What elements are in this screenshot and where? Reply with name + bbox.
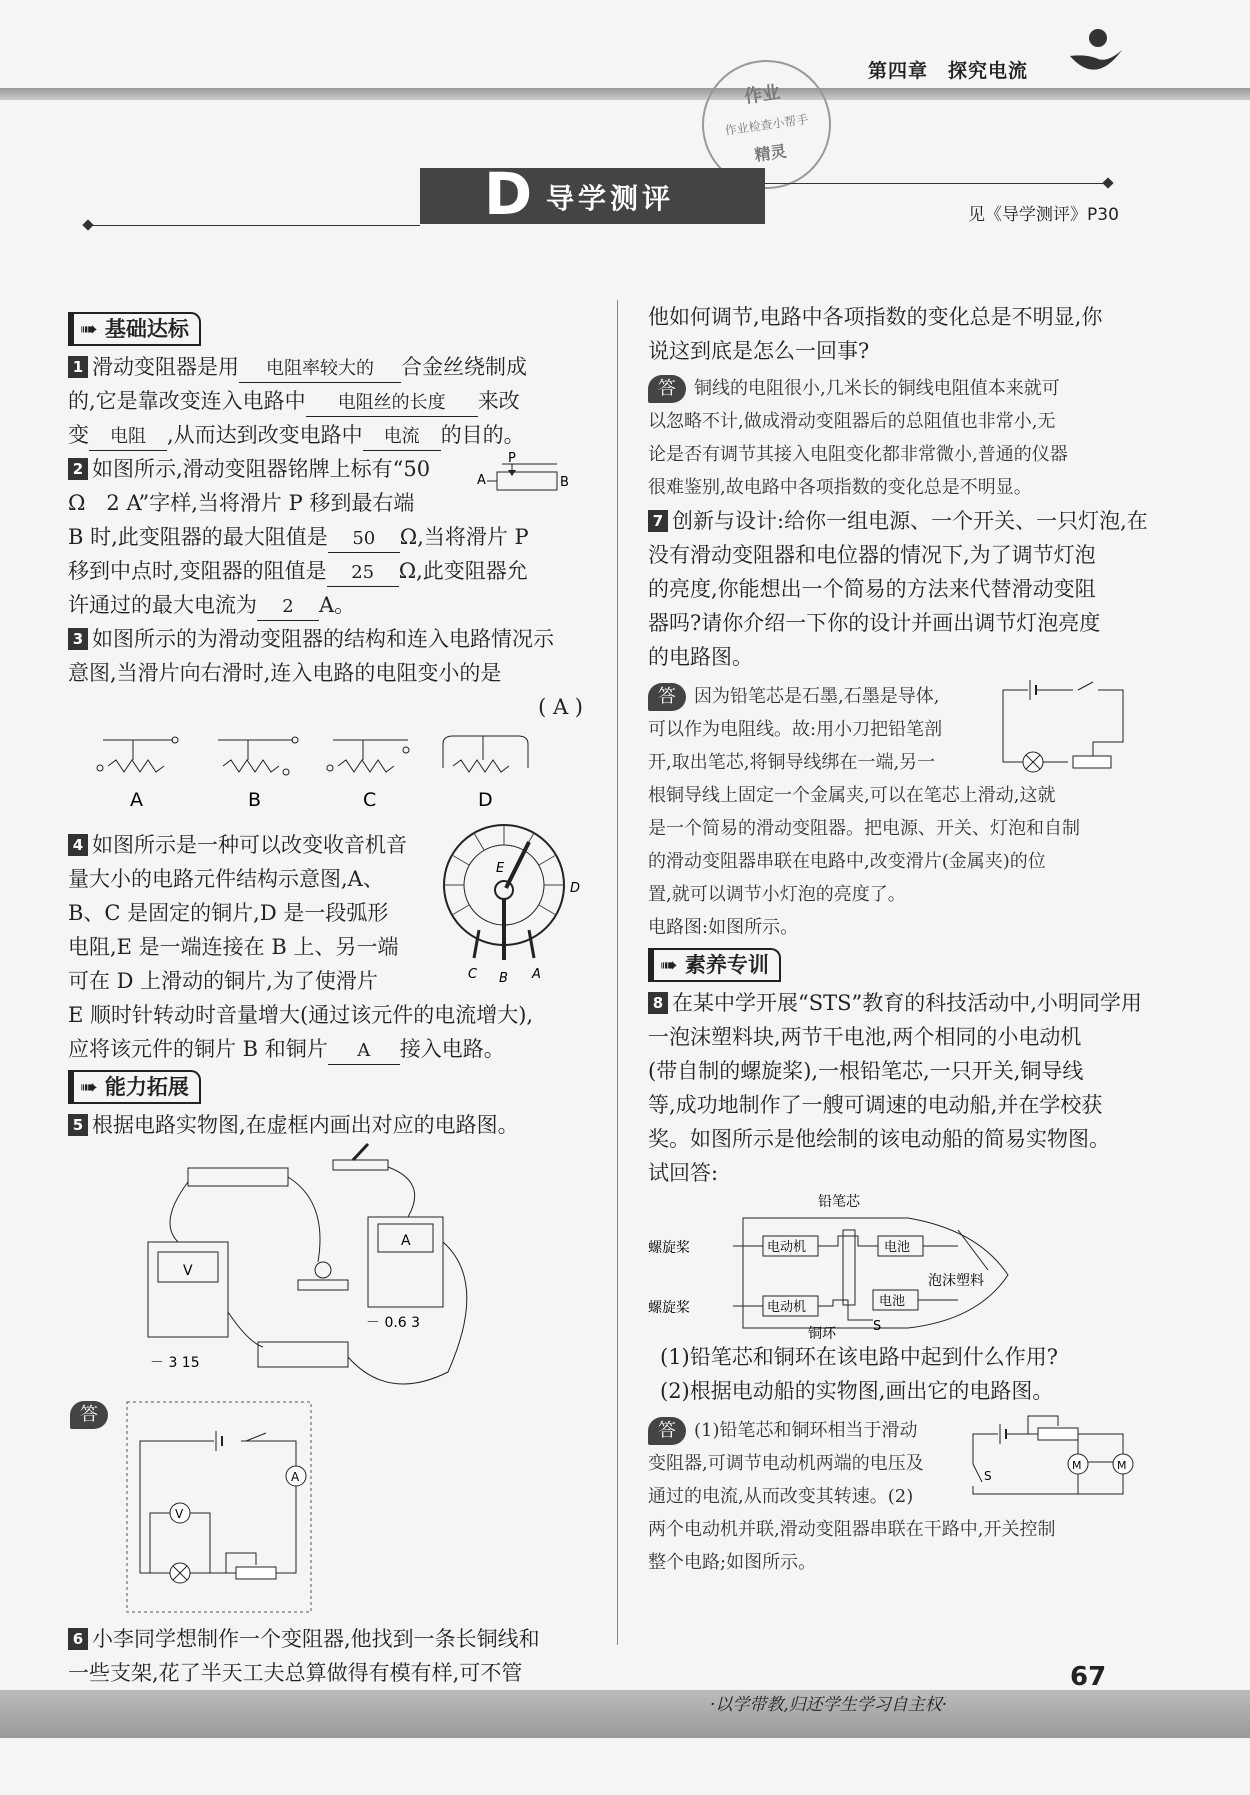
question-5 [68, 1108, 583, 1622]
q3-text: 意图,当滑片向右滑时,连入电路的电阻变小的是 [68, 661, 502, 685]
question-6 [68, 1622, 583, 1690]
question-8 [648, 986, 1193, 1408]
q4-number: 4 [68, 834, 88, 856]
boat-label-motor-2: 电动机 [767, 1300, 807, 1315]
q2-answer-1: 50 [328, 526, 400, 553]
q2-text: 如图所示,滑动变阻器铭牌上标有“50 [92, 457, 431, 481]
q4-text: 电阻,E 是一端连接在 B 上、另一端 [68, 935, 399, 959]
q7-answer-circuit [998, 680, 1138, 775]
ammeter-label: A [401, 1233, 411, 1249]
q2-text: Ω,当将滑片 P [399, 525, 529, 549]
q1-answer-2: 电阻丝的长度 [306, 390, 478, 417]
q6-answer-text: 铜线的电阻很小,几米长的铜线电阻值本来就可 [694, 378, 1060, 399]
q4-text: 如图所示是一种可以改变收音机音 [92, 833, 407, 857]
voltmeter-scale: － 3 15 [150, 1355, 200, 1371]
section-ability: ➠ 能力拓展 [68, 1070, 201, 1104]
footer-bar [0, 1690, 1250, 1738]
q2-text: A。 [319, 593, 356, 617]
ammeter-scale: － 0.6 3 [366, 1315, 421, 1331]
stamp-mid: 作业检查小帮手 [723, 112, 810, 138]
q4-text: 可在 D 上滑动的铜片,为了使滑片 [68, 969, 378, 993]
q7-text: 创新与设计:给你一组电源、一个开关、一只灯泡,在 [672, 509, 1148, 533]
boat-label-pencil: 铅笔芯 [818, 1194, 860, 1210]
knob-label-e: E [496, 861, 505, 876]
question-4 [68, 828, 583, 1066]
bulb [315, 1262, 331, 1278]
q5-answer-area [68, 1397, 583, 1622]
q8-sub-1: (1)铅笔芯和铜环在该电路中起到什么作用? [660, 1345, 1059, 1369]
q2-text: 移到中点时,变阻器的阻值是 [68, 559, 327, 583]
stamp-bot: 精灵 [753, 141, 788, 165]
q8-text: 在某中学开展“STS”教育的科技活动中,小明同学用 [672, 991, 1142, 1015]
q8-text: 等,成功地制作了一艘可调速的电动船,并在学校获 [648, 1093, 1103, 1117]
switch [333, 1160, 388, 1170]
q8-answer-circuit [968, 1414, 1148, 1504]
q1-answer-1: 电阻率较大的 [239, 356, 401, 383]
q4-text: 量大小的电路元件结构示意图,A、 [68, 867, 384, 891]
banner-title: 导学测评 [546, 182, 675, 215]
boat-label-ring: 铜环 [808, 1326, 836, 1340]
q6-answer-text: 以忽略不计,做成滑动变阻器后的总阻值也非常小,无 [648, 411, 1056, 432]
rheostat [258, 1342, 348, 1367]
q7-answer-text: 置,就可以调节小灯泡的亮度了。 [648, 884, 906, 905]
q8-answer-text: 整个电路;如图所示。 [648, 1552, 817, 1573]
q3-number: 3 [68, 628, 88, 650]
banner-rule-left [90, 225, 420, 226]
answer-icon: 答 [648, 375, 686, 403]
fig-label-a: A [477, 473, 486, 488]
q1-text: 的目的。 [440, 423, 525, 447]
q5-text: 根据电路实物图,在虚框内画出对应的电路图。 [92, 1113, 519, 1137]
knob-label-d: D [570, 881, 581, 896]
q3-options-figure [68, 724, 583, 814]
answer-icon: 答 [648, 1417, 686, 1445]
boat-label-prop-1: 螺旋桨 [648, 1240, 690, 1256]
q7-number: 7 [648, 510, 668, 532]
q8-answer-text: 两个电动机并联,滑动变阻器串联在干路中,开关控制 [648, 1519, 1056, 1540]
q1-text: ,从而达到改变电路中 [167, 423, 363, 447]
q7-answer-text: 开,取出笔芯,将铜导线绑在一端,另一 [648, 752, 936, 773]
q2-answer-3: 2 [257, 594, 319, 621]
ammeter [368, 1217, 443, 1307]
section-literacy: ➠ 素养专训 [648, 948, 781, 982]
banner-rule-right [765, 183, 1110, 184]
q5-answer-circuit [126, 1401, 312, 1613]
q8-number: 8 [648, 992, 668, 1014]
answer-voltmeter-label: V [175, 1507, 184, 1521]
question-3 [68, 622, 583, 824]
reference-note: 见《导学测评》P30 [968, 205, 1119, 225]
boat-label-switch: S [873, 1319, 882, 1334]
q7-answer-text: 是一个简易的滑动变阻器。把电源、开关、灯泡和自制 [648, 818, 1080, 839]
section-basic: ➠ 基础达标 [68, 312, 201, 346]
q8-text: (带自制的螺旋桨),一根铅笔芯,一只开关,铜导线 [648, 1059, 1084, 1083]
option-a-diagram [97, 737, 178, 772]
q1-text: 来改 [477, 389, 520, 413]
volume-knob-figure [434, 820, 584, 988]
stamp-top: 作业 [743, 81, 782, 108]
column-divider [617, 300, 618, 1645]
section-banner [420, 160, 765, 228]
physical-circuit-figure [68, 1142, 583, 1397]
q6-answer-text: 很难鉴别,故电路中各项指数的变化总是不明显。 [648, 477, 1032, 498]
q6-number: 6 [68, 1628, 88, 1650]
answer-motor-1: M [1072, 1459, 1082, 1472]
q7-text: 的电路图。 [648, 645, 753, 669]
banner-letter: D [484, 160, 533, 228]
battery-pack [188, 1168, 288, 1186]
boat-label-prop-2: 螺旋桨 [648, 1300, 690, 1316]
q8-sub-2: (2)根据电动船的实物图,画出它的电路图。 [660, 1379, 1054, 1403]
reader-logo-icon [1066, 26, 1126, 90]
q7-text: 没有滑动变阻器和电位器的情况下,为了调节灯泡 [648, 543, 1096, 567]
option-a-label: A [130, 789, 143, 811]
chapter-title: 第四章 探究电流 [868, 60, 1029, 82]
q7-answer [648, 680, 1193, 944]
answer-ammeter-label: A [291, 1470, 300, 1484]
q7-text: 的亮度,你能想出一个简易的方法来代替滑动变阻 [648, 577, 1096, 601]
question-2 [68, 452, 583, 622]
boat-label-battery-2: 电池 [879, 1294, 906, 1309]
right-column [648, 300, 1193, 1579]
q3-answer: ( A ) [538, 695, 583, 719]
q6-text: 他如何调节,电路中各项指数的变化总是不明显,你 [648, 305, 1103, 329]
q8-text: 奖。如图所示是他绘制的该电动船的简易实物图。 [648, 1127, 1110, 1151]
fig-label-b: B [560, 475, 569, 490]
bulb-base [298, 1280, 348, 1290]
q2-text: Ω 2 A”字样,当将滑片 P 移到最右端 [68, 491, 415, 515]
q4-text: 应将该元件的铜片 B 和铜片 [68, 1037, 328, 1061]
option-c-label: C [363, 789, 377, 811]
section-basic-label: 基础达标 [104, 317, 189, 341]
q4-text: B、C 是固定的铜片,D 是一段弧形 [68, 901, 389, 925]
q2-text: B 时,此变阻器的最大阻值是 [68, 525, 328, 549]
option-b-diagram [218, 737, 298, 775]
boat-figure [648, 1190, 1193, 1340]
q1-text: 的,它是靠改变连入电路中 [68, 389, 306, 413]
fig-label-p: P [508, 452, 516, 466]
q8-text: 一泡沫塑料块,两节干电池,两个相同的小电动机 [648, 1025, 1082, 1049]
answer-motor-2: M [1117, 1459, 1127, 1472]
left-column [68, 308, 583, 1690]
question-6-cont [648, 300, 1193, 368]
boat-label-foam: 泡沫塑料 [928, 1273, 984, 1289]
q7-answer-text: 的滑动变阻器串联在电路中,改变滑片(金属夹)的位 [648, 851, 1046, 872]
footer-motto: ·以学带教,归还学生学习自主权· [710, 1695, 948, 1715]
boat-label-motor-1: 电动机 [767, 1240, 807, 1255]
voltmeter-label: V [183, 1263, 193, 1279]
q3-text: 如图所示的为滑动变阻器的结构和连入电路情况示 [92, 627, 554, 651]
q6-answer-text: 论是否有调节其接入电阻变化都非常微小,普通的仪器 [648, 444, 1068, 465]
q1-text: 变 [68, 423, 89, 447]
header-bar [0, 88, 1250, 100]
option-b-label: B [248, 789, 262, 811]
q1-text: 滑动变阻器是用 [92, 355, 239, 379]
q1-answer-3: 电阻 [89, 424, 167, 451]
option-d-diagram [443, 736, 528, 772]
q5-number: 5 [68, 1114, 88, 1136]
q7-answer-text: 电路图:如图所示。 [648, 917, 799, 938]
q6-text: 小李同学想制作一个变阻器,他找到一条长铜线和 [92, 1627, 540, 1651]
q8-answer-text: 通过的电流,从而改变其转速。(2) [648, 1486, 914, 1507]
q7-answer-text: 根铜导线上固定一个金属夹,可以在笔芯上滑动,这就 [648, 785, 1056, 806]
option-c-diagram [327, 740, 409, 772]
voltmeter [148, 1242, 228, 1337]
q4-text: E 顺时针转动时音量增大(通过该元件的电流增大), [68, 1003, 534, 1027]
q1-answer-4: 电流 [363, 424, 441, 451]
q4-answer-1: A [328, 1038, 400, 1065]
page-number: 67 [1070, 1662, 1107, 1692]
q7-answer-text: 因为铅笔芯是石墨,石墨是导体, [694, 686, 940, 707]
q2-text: Ω,此变阻器允 [398, 559, 528, 583]
q8-answer-text: 变阻器,可调节电动机两端的电压及 [648, 1453, 924, 1474]
q4-text: 接入电路。 [399, 1037, 505, 1061]
section-ability-label: 能力拓展 [104, 1075, 189, 1099]
q6-answer [648, 372, 1193, 504]
answer-switch-label: S [984, 1469, 992, 1483]
answer-icon: 答 [648, 683, 686, 711]
knob-label-c: C [468, 967, 478, 982]
answer-icon: 答 [70, 1401, 108, 1429]
q7-answer-text: 可以作为电阻线。故:用小刀把铅笔剖 [648, 719, 943, 740]
q2-number: 2 [68, 458, 88, 480]
q6-text: 说这到底是怎么一回事? [648, 339, 870, 363]
q8-text: 试回答: [648, 1161, 719, 1185]
q2-text: 许通过的最大电流为 [68, 593, 257, 617]
q2-answer-2: 25 [327, 560, 399, 587]
question-1 [68, 350, 583, 452]
option-d-label: D [478, 789, 493, 811]
section-literacy-label: 素养专训 [684, 953, 769, 977]
q7-text: 器吗?请你介绍一下你的设计并画出调节灯泡亮度 [648, 611, 1101, 635]
q8-answer [648, 1414, 1193, 1579]
q6-text: 一些支架,花了半天工夫总算做得有模有样,可不管 [68, 1661, 523, 1685]
boat-label-battery-1: 电池 [884, 1240, 911, 1255]
rheostat-figure [472, 452, 572, 502]
q1-number: 1 [68, 356, 88, 378]
knob-label-b: B [499, 971, 508, 986]
q1-text: 合金丝绕制成 [401, 355, 527, 379]
question-7 [648, 504, 1193, 674]
knob-label-a: A [532, 967, 541, 982]
rule-dot [1102, 177, 1113, 188]
q8-answer-text: (1)铅笔芯和铜环相当于滑动 [694, 1420, 918, 1441]
